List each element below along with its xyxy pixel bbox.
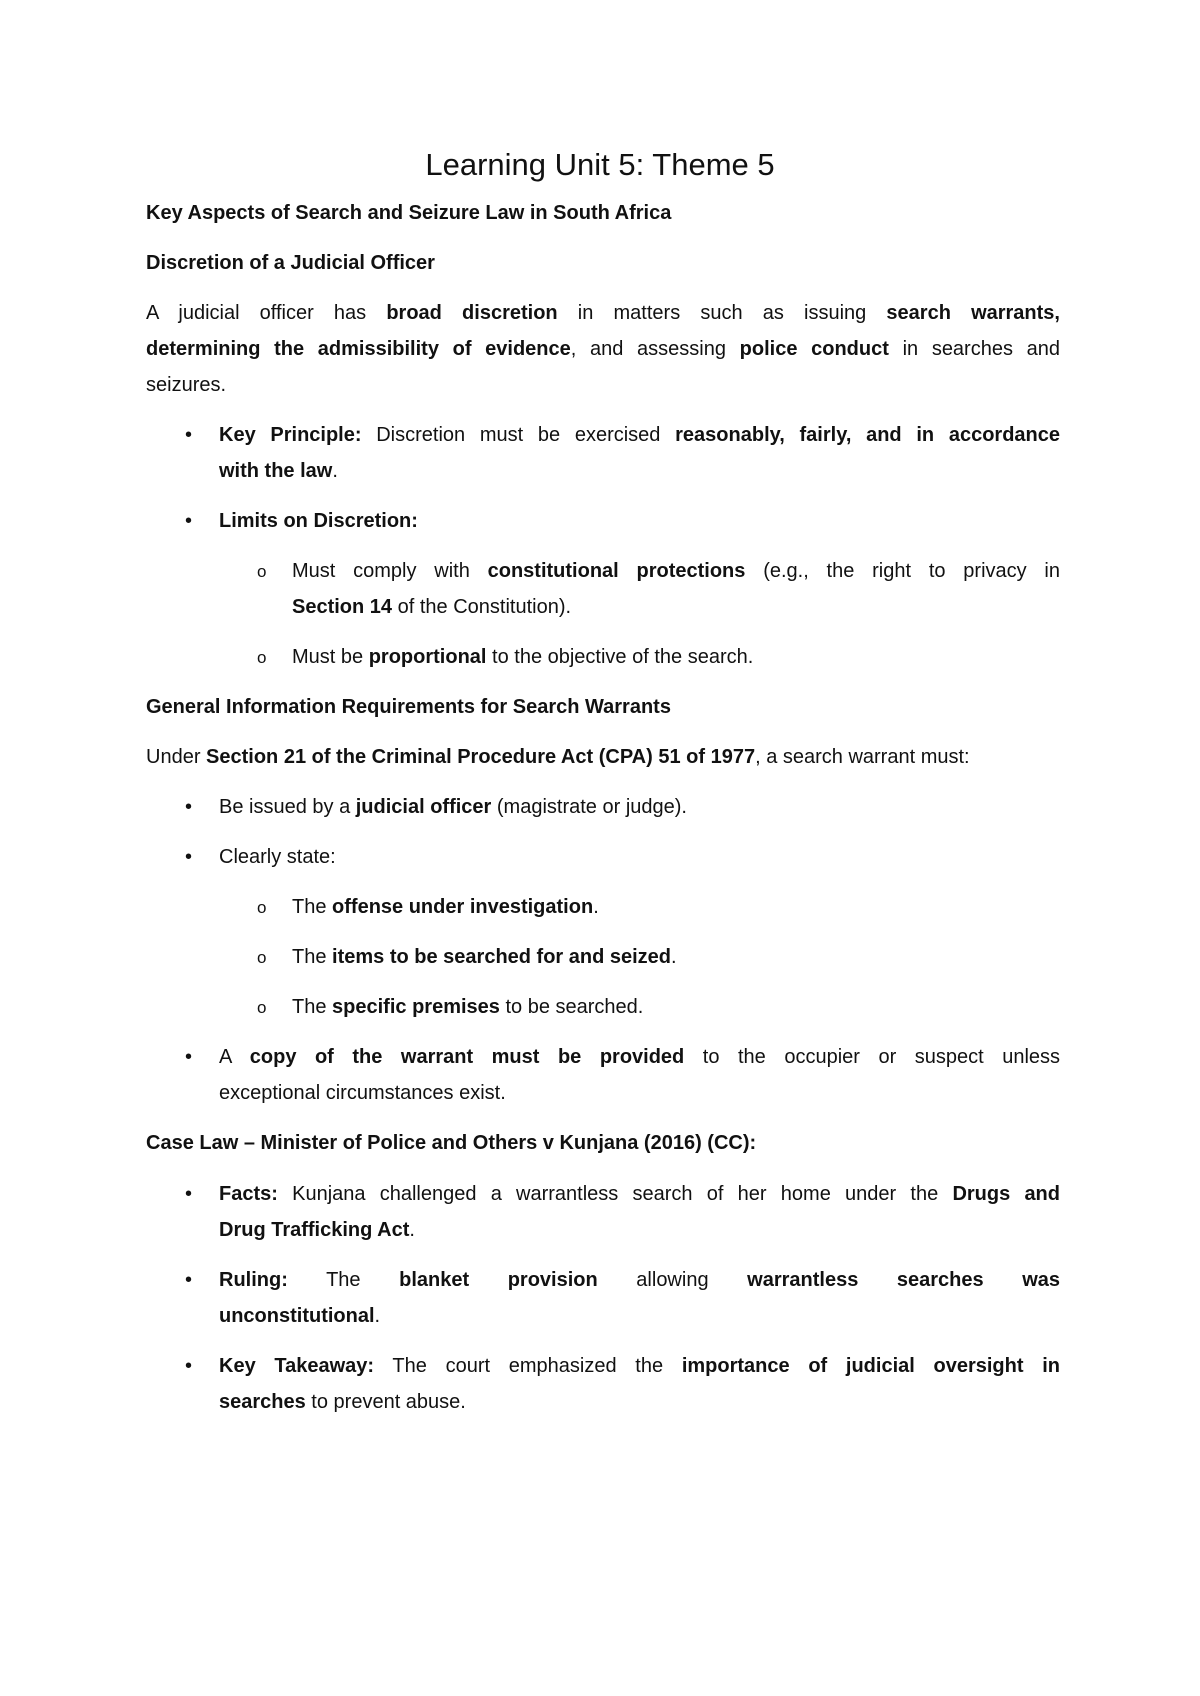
bullet-icon: • — [185, 1183, 193, 1205]
heading-key-aspects: Key Aspects of Search and Seizure Law in South Africa — [146, 202, 672, 224]
clearly-state: Clearly state: — [219, 846, 336, 868]
sub-bullet-icon: o — [257, 998, 267, 1017]
warrant-issued-by: Be issued by a judicial officer (magistrate or judge). — [219, 796, 687, 818]
sub-bullet-icon: o — [257, 948, 267, 967]
key-principle-line2: with the law. — [219, 460, 338, 482]
paragraph-discretion-line2: determining the admissibility of evidence, and assessing police conduct in searches and — [146, 338, 1061, 360]
copy-of-warrant-line1: A copy of the warrant must be provided to the occupier or suspect unless — [219, 1046, 1061, 1068]
takeaway-line1: Key Takeaway: The court emphasized the importance of judicial oversight in — [219, 1355, 1060, 1377]
facts-line2: Drug Trafficking Act. — [219, 1219, 415, 1241]
paragraph-discretion-line3: seizures. — [146, 374, 227, 396]
bullet-icon: • — [185, 424, 193, 446]
state-premises: The specific premises to be searched. — [292, 996, 644, 1018]
sub-bullet-icon: o — [257, 898, 267, 917]
takeaway-line2: searches to prevent abuse. — [219, 1391, 466, 1413]
limit-constitutional-line2: Section 14 of the Constitution). — [292, 596, 572, 618]
ruling-line2: unconstitutional. — [219, 1305, 381, 1327]
bullet-icon: • — [185, 796, 193, 818]
bullet-icon: • — [185, 510, 193, 532]
limits-on-discretion: Limits on Discretion: — [219, 510, 418, 532]
state-offense: The offense under investigation. — [292, 896, 599, 918]
paragraph-section-21: Under Section 21 of the Criminal Procedure Act (CPA) 51 of 1977, a search warrant must: — [146, 746, 970, 768]
bullet-icon: • — [185, 1269, 193, 1291]
limit-proportional: Must be proportional to the objective of the search. — [292, 646, 754, 668]
page-title: Learning Unit 5: Theme 5 — [425, 147, 775, 182]
sub-bullet-icon: o — [257, 648, 267, 667]
limit-constitutional-line1: Must comply with constitutional protections (e.g., the right to privacy in — [292, 560, 1060, 582]
ruling-line1: Ruling: The blanket provision allowing warrantless searches was — [219, 1269, 1060, 1291]
bullet-icon: • — [185, 1355, 193, 1377]
key-principle-line1: Key Principle: Discretion must be exercised reasonably, fairly, and in accordance — [219, 424, 1060, 446]
bullet-icon: • — [185, 1046, 193, 1068]
bullet-icon: • — [185, 846, 193, 868]
sub-bullet-icon: o — [257, 562, 267, 581]
state-items: The items to be searched for and seized. — [292, 946, 677, 968]
heading-general-requirements: General Information Requirements for Search Warrants — [146, 696, 671, 718]
heading-discretion: Discretion of a Judicial Officer — [146, 252, 435, 274]
heading-case-law: Case Law – Minister of Police and Others v Kunjana (2016) (CC): — [146, 1132, 757, 1154]
copy-of-warrant-line2: exceptional circumstances exist. — [219, 1082, 506, 1104]
paragraph-discretion-line1: A judicial officer has broad discretion in matters such as issuing search warrants, — [146, 302, 1060, 324]
facts-line1: Facts: Kunjana challenged a warrantless search of her home under the Drugs and — [219, 1183, 1060, 1205]
